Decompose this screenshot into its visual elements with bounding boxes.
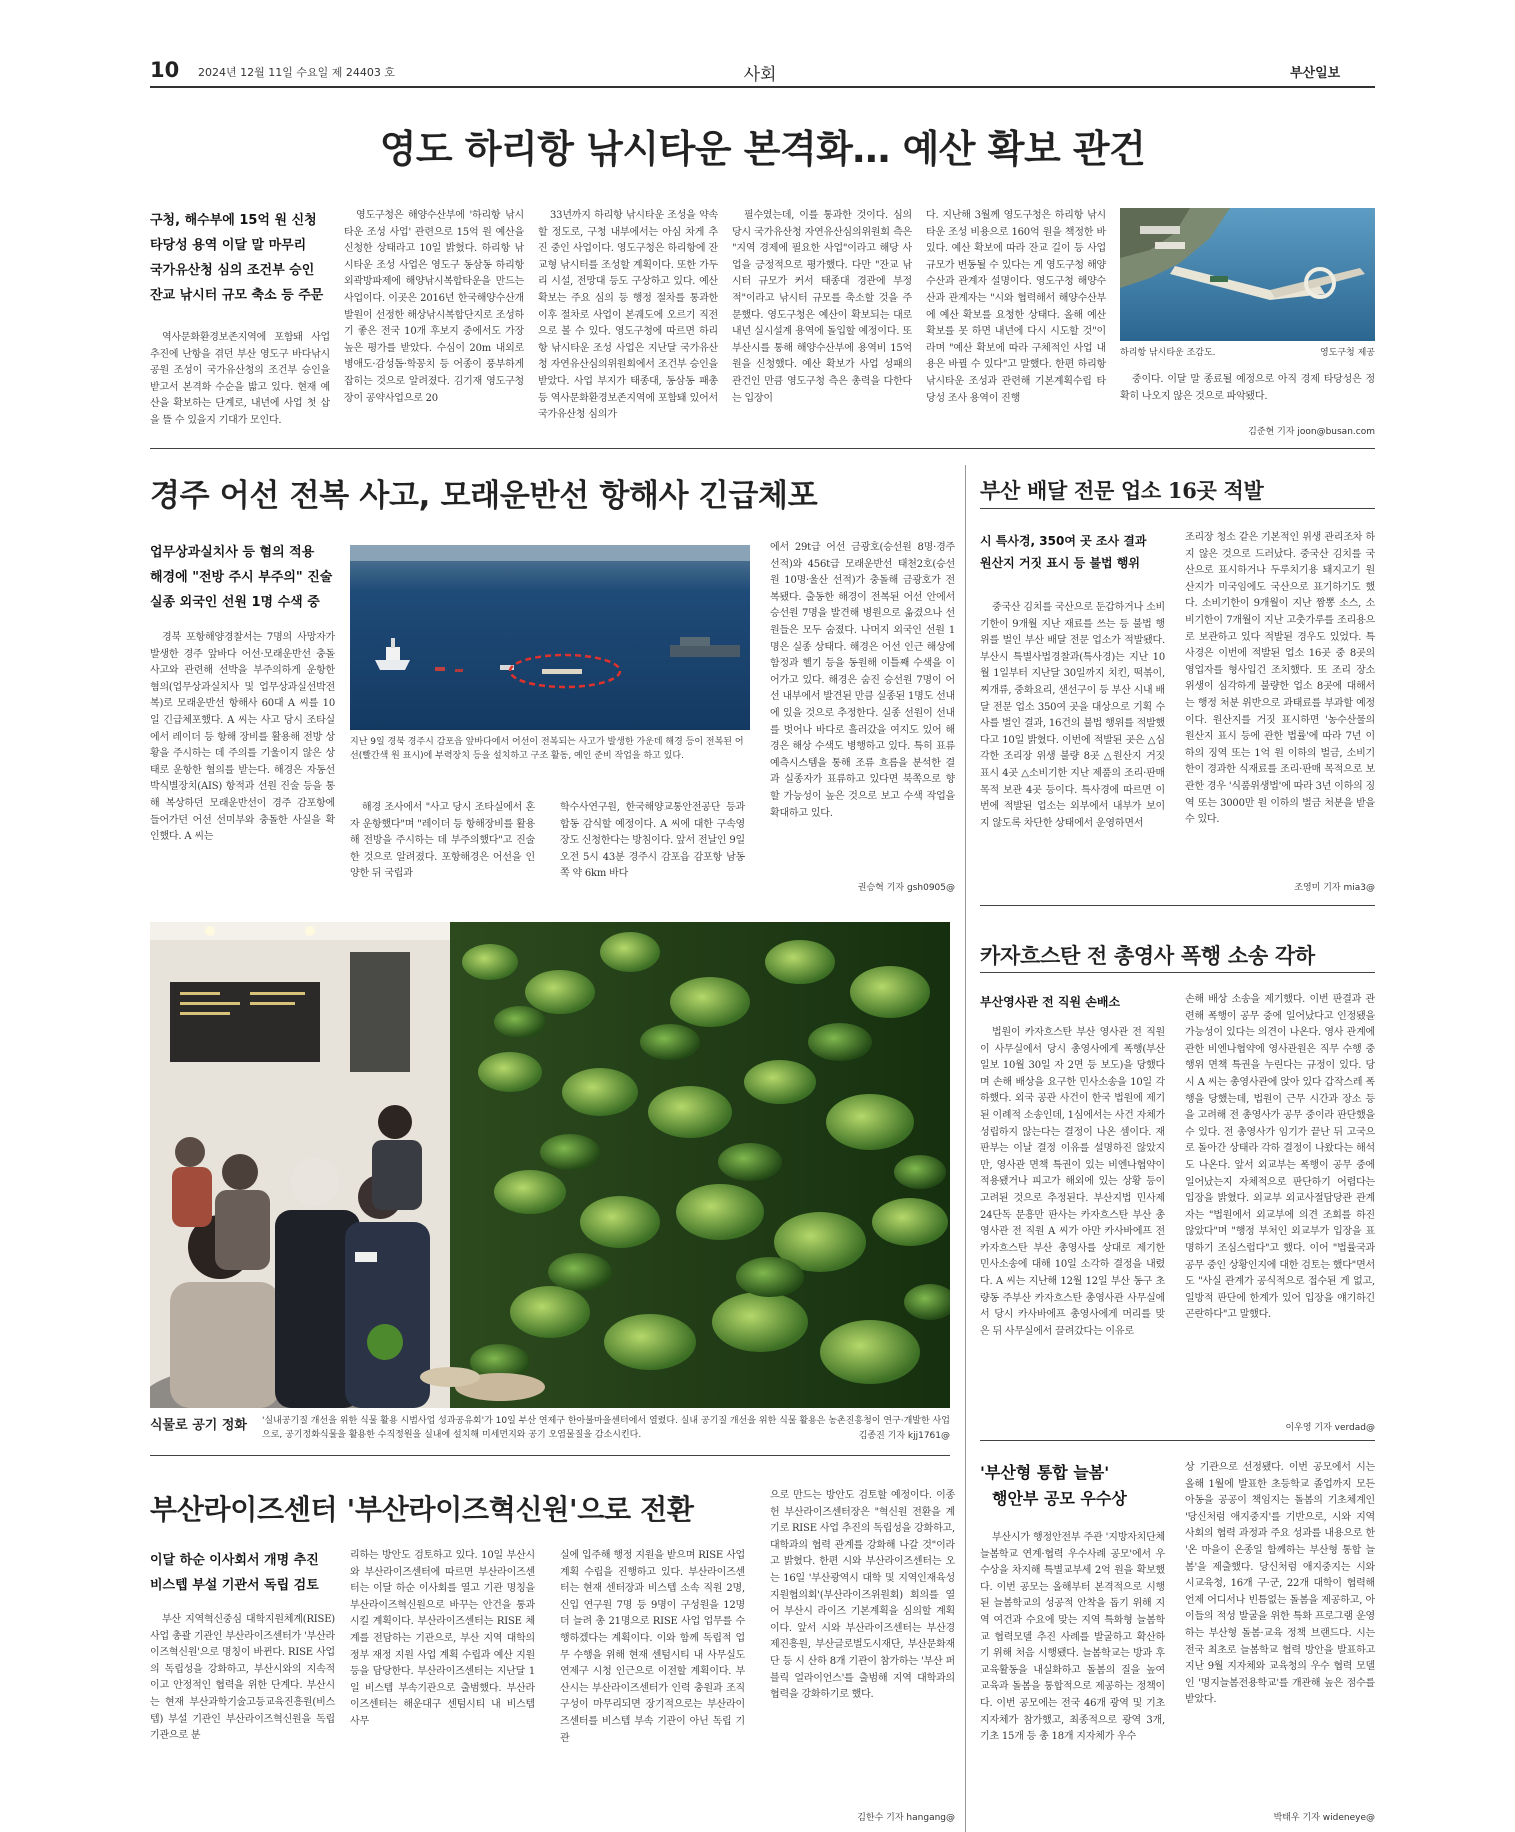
accident-sea-illustration [350, 545, 750, 730]
article1-subheads [150, 208, 325, 308]
article1-subhead: 타당성 용역 이달 말 마무리 [150, 238, 307, 253]
article5-byline: 김한수 기자 hangang@ [857, 1813, 955, 1823]
aerial-photo-credit: 영도구청 제공 [1319, 348, 1375, 358]
section-divider [980, 905, 1375, 906]
article1-body-col6: 중이다. 이달 말 종료될 예정으로 아직 경제 타당성은 정확히 나오지 않은 것으로 파악됐다. [1120, 374, 1375, 402]
article6-headline: '부산형 통합 늘봄' [980, 1463, 1110, 1482]
article5-subhead: 비스텝 부설 기관서 독립 검토 [150, 1578, 319, 1593]
article1-body-col5: 다. 지난해 3월께 영도구청은 하리항 낚시타운 조성 비용으로 160억 원을 책정한 바 있다. 예산 확보에 따라 잔교 길이 등 사업 규모가 변동될 수 있다는 게 영도구청 해양수산과 관계자 설명이다. 영도구청 해양수산과 관계자는 "시와 협력해서 해양수산부에 예산 확보를 요청한 상태다. 올해 예산 확보를 못 하면 내년에 다시 시도할 것"이라며 "예산 확보에 따라 구체적인 사업 내용은 바뀔 수 있다"고 말했다. 한편 하리항 낚시타운 조성과 관련해 기본계획수립 타당성 조사 용역이 진행 [926, 210, 1106, 404]
vertical-garden-photo [150, 922, 950, 1408]
article4-body-col1: 법원이 카자흐스탄 부산 영사관 전 직원이 사무실에서 당시 총영사에게 폭행(부산일보 10월 30일 자 2면 등 보도)을 당했다며 손해 배상을 요구한 민사소송을 10일 각하했다. 외국 공관 사건이 한국 법원에 제기된 이례적 소송인데, 1심에서는 사건 자체가 성립하지 않는다는 결정이 나온 셈이다. 재판부는 이날 결정 이유를 설명하진 않았지만, 영사관 면책 특권이 있는 비엔나협약이 적용됐거나 피고가 해외에 있는 상황 등이 고려된 것으로 추정된다. 부산지법 민사제24단독 문흥만 판사는 카자흐스탄 부산 총영사관 전 직원 A 씨가 아만 카사바에프 전 카자흐스탄 부산 총영사를 상대로 제기한 민사소송에 대해 10일 소각하 결정을 내렸다. A 씨는 지난해 12월 12일 부산 동구 초량동 주부산 카자흐스탄 총영사관 사무실에서 당시 카사바에프 총영사에게 머리를 맞은 뒤 사무실에서 끌려갔다는 이유로 [980, 1027, 1165, 1337]
article1-subhead: 국가유산청 심의 조건부 승인 [150, 263, 315, 278]
accident-photo-caption: 지난 9일 경북 경주시 감포읍 앞바다에서 어선이 전복되는 사고가 발생한 가운데 해경 등이 전복된 어선(빨간색 원 표시)에 부력장치 등을 설치하고 구조 활동, 예인 준비 작업을 하고 있다. [350, 737, 744, 761]
article5-body-col4: 으로 만드는 방안도 검토할 예정이다. 이종헌 부산라이즈센터장은 "혁신원 전환을 계기로 RISE 사업 추진의 독립성을 강화하고, 대학과의 협력 관계를 강화해 나갈 것"이라고 밝혔다. 한편 시와 부산라이즈센터는 오는 16일 '부산광역시 대학 및 지역인재육성지원협의회'(부산라이즈위원회) 회의를 열어 부산시 라이즈 기본계획을 심의할 계획이다. 앞서 시와 부산라이즈센터는 부산경제진흥원, 부산글로벌도시재단, 부산문화재단 등 시 산하 8개 기관이 참가하는 '부산 퍼블릭 얼라이언스'를 출범해 지역 대학과의 협력을 강화하기로 했다. [770, 1490, 955, 1701]
article5-body-col3: 실에 입주해 행정 지원을 받으며 RISE 사업 계획 수립을 진행하고 있다. 부산라이즈센터는 현재 센터장과 비스텝 소속 직원 2명, 신입 연구원 7명 등 9명이 구성원을 12명 더 늘려 총 21명으로 RISE 사업 업무를 수행하겠다는 계획이다. 이와 함께 독립적 업무 수행을 위해 현재 센텀시티 내 사무실도 연제구 시청 인근으로 이전할 계획이다. 부산시는 부산라이즈센터가 인력 충원과 조직 구성이 마무리되면 장기적으로는 부산라이즈센터를 비스텝 부속 기관이 아닌 독립 기관 [560, 1550, 745, 1744]
article1-subhead: 잔교 낚시터 규모 축소 등 주문 [150, 288, 324, 303]
article6-headline2: 행안부 공모 우수상 [992, 1489, 1127, 1508]
column-divider [965, 465, 966, 1832]
article6-byline: 박태우 기자 wideneye@ [1273, 1813, 1375, 1823]
newspaper-brand: 부산일보 [1290, 66, 1341, 81]
article3-subheads [980, 530, 1170, 574]
page-number: 10 [150, 58, 180, 82]
article4-headline: 카자흐스탄 전 총영사 폭행 소송 각하 [980, 943, 1315, 968]
aerial-render-photo [1120, 208, 1375, 341]
article4-body-col2: 손해 배상 소송을 제기했다. 이번 판결과 관련해 폭행이 공무 중에 일어났다고 인정됐을 가능성이 있다는 의견이 나온다. 영사 관계에 관한 비엔나협약에 영사관원은 직무 수행 중 행위 면책 특권을 누린다는 규정이 있다. 당시 A 씨는 총영사관에 앉아 있다 갑작스레 폭행을 당했는데, 법원이 근무 시간과 장소 등을 고려해 전 총영사가 공무 중이라 판단했을 수 있다. 전 총영사가 임기가 끝난 뒤 고국으로 돌아간 상태라 각하 결정이 나왔다는 해석도 나온다. 앞서 외교부는 폭행이 공무 중에 일어났는지 자체적으로 판단하기 어렵다는 입장을 밝혔다. 외교부 외교사절담당관 관계자는 "법원에서 외교부에 의견 조회를 하진 않았다"며 "행정 부처인 외교부가 입장을 표명하기 조심스럽다"고 했다. 이어 "법률국과 공무 중인 상황인지에 대한 검토는 했다"면서도 "사실 관계가 공식적으로 접수된 게 없고, 일방적 판단에 한계가 있어 입장을 얘기하긴 곤란하다"고 말했다. [1185, 994, 1375, 1321]
article3-rule [980, 508, 1375, 509]
article3-headline: 부산 배달 전문 업소 16곳 적발 [980, 478, 1264, 503]
main-photo-credit: 김종진 기자 kjj1761@ [858, 1431, 950, 1441]
article3-subhead: 시 특사경, 350여 곳 조사 결과 [980, 534, 1147, 548]
article1-body-col2: 영도구청은 해양수산부에 '하리항 낚시타운 조성 사업' 관련으로 15억 원 예산을 신청한 상태라고 10일 밝혔다. 하리항 낚시타운 조성 사업은 영도구 동삼동 하리항 외곽방파제에 해양낚시복합타운을 만드는 사업이다. 이곳은 2016년 한국해양수산개발원이 선정한 해상낚시복합단지로 조성하기 좋은 전국 10개 후보지 중에서도 가장 높은 평가를 받았다. 수심이 20m 내외로 병애도·감성돔·학꽁치 등 어종이 풍부하게 잡히는 것으로 알려졌다. 김기재 영도구청장이 공약사업으로 20 [344, 210, 524, 404]
article5-body-col1: 부산 지역혁신중심 대학지원체계(RISE) 사업 총괄 기관인 부산라이즈센터가 '부산라이즈혁신원'으로 명칭이 바뀐다. RISE 사업의 독립성을 강화하고, 부산시와의 지속적이고 안정적인 협력을 위한 단계다. 부산시는 현재 부산과학기술고등교육진흥원(비스텝) 부설 기관인 부산라이즈혁신원을 독립 기관으로 분 [150, 1614, 335, 1742]
main-photo-label: 식물로 공기 정화 [150, 1418, 247, 1433]
article3-byline: 조영미 기자 mia3@ [1294, 883, 1375, 893]
article2-headline: 경주 어선 전복 사고, 모래운반선 항해사 긴급체포 [150, 478, 818, 514]
section-divider [980, 1440, 1375, 1441]
article3-body-col1: 중국산 김치를 국산으로 둔갑하거나 소비기한이 9개월 지난 재료를 쓰는 등 불법 행위를 벌인 부산 배달 전문 업소가 적발됐다. 부산시 특별사법경찰과(특사경)는 지난 10월 1일부터 지난달 30일까지 치킨, 떡볶이, 찌개류, 중화요리, 샌선구이 등 부산 시내 배달 전문 업소 350여 곳을 대상으로 기획 수사를 벌인 결과, 16건의 불법 행위를 적발했다고 10일 밝혔다. 이번에 적발된 곳은 △심각한 조리장 위생 불량 8곳 △원산지 거짓 표시 4곳 △소비기한 지난 제품의 조리·판매 목적 보관 4곳 등이다. 특사경에 따르면 이번에 적발된 업소는 외부에서 내부가 보이지 않도록 차단한 상태에서 운영하면서 [980, 602, 1165, 829]
article2-body-col3: 학수사연구원, 한국해양교통안전공단 등과 합동 감식할 예정이다. A 씨에 대한 구속영장도 신청한다는 방침이다. 앞서 전날인 9일 오전 5시 43분 경주시 감포읍 감포항 남동쪽 약 6km 바다 [560, 802, 745, 880]
article5-subheads [150, 1548, 330, 1598]
article2-body-col2: 해경 조사에서 "사고 당시 조타실에서 혼자 운항했다"며 "레이더 등 항해장비를 활용해 전방을 주시하는 데 부주의했다"고 진술한 것으로 알려졌다. 포항해경은 어선을 인양한 뒤 국립과 [350, 802, 535, 880]
article5-body-col2: 리하는 방안도 검토하고 있다. 10일 부산시와 부산라이즈센터에 따르면 부산라이즈센터는 이달 하순 이사회를 열고 기관 명칭을 부산라이즈혁신원으로 바꾸는 안건을 통과시킬 계획이다. 부산라이즈센터는 RISE 체계를 전담하는 기관으로, 부산 지역 대학의 정부 재정 지원 사업 계획 수립과 예산 지원 등을 담당한다. 부산라이즈센터는 지난달 1일 비스텝 부속기관으로 출범했다. 부산라이즈센터는 해운대구 센텀시티 내 비스텝 사무 [350, 1550, 535, 1727]
main-photo-caption: '실내공기질 개선을 위한 식물 활용 시범사업 성과공유회'가 10일 부산 연제구 한아불마을센터에서 열렸다. 실내 공기질 개선을 위한 식물 활용은 농촌진흥청이 연구·개발한 사업으로, 공기정화식물을 활용한 수직정원을 실내에 설치해 미세먼지와 공기 오염물질을 감소시킨다. [262, 1416, 950, 1440]
vertical-garden-illustration [150, 922, 950, 1408]
article4-subhead: 부산영사관 전 직원 손배소 [980, 995, 1121, 1009]
section-divider [150, 448, 1375, 449]
article1-subhead: 구청, 해수부에 15억 원 신청 [150, 213, 317, 228]
article1-body-col4: 필수였는데, 이를 통과한 것이다. 심의 당시 국가유산청 자연유산심의위원회 측은 "지역 경제에 필요한 사업"이라고 해당 사업을 긍정적으로 평가했다. 다만 "잔교 낚시터 규모가 커서 태종대 경관에 부정적"이라고 낚시터 규모를 축소할 것을 주문했다. 영도구청은 예산이 확보되는 대로 내년 실시설계 용역에 돌입할 예정이다. 또 부산시를 통해 해양수산부에 용역비 15억 원을 신청했다. 예산 확보가 사업 성패의 관건인 만큼 영도구청 측은 총력을 다한다는 입장이 [732, 210, 912, 404]
article2-subhead: 해경에 "전방 주시 부주의" 진술 [150, 570, 333, 585]
article3-body-col2: 조리장 청소 같은 기본적인 위생 관리조차 하지 않은 것으로 드러났다. 중국산 김치를 국산으로 표시하거나 두루치기용 돼지고기 원산지가 미국임에도 국산으로 표기하기도 했다. 소비기한이 9개월이 지난 짬뽕 소스, 소비기한이 7개월이 지난 고춧가루를 조리용으로 보관하고 있다 적발된 경우도 있었다. 특사경은 이번에 적발된 업소 16곳 중 8곳의 영업자를 형사입건 조치했다. 또 조리 장소 위생이 심각하게 불량한 업소 8곳에 대해서는 행정 처분 위반으로 과태료를 부과할 예정이다. 원산지를 거짓 표시하면 '농수산물의 원산지 표시 등에 관한 법률'에 따라 7년 이하의 징역 또는 1억 원 이하의 벌금, 소비기한이 경과한 식재료를 조리·판매 목적으로 보관한 경우 '식품위생법'에 따라 3년 이하의 징역 또는 3000만 원 이하의 벌금 처분을 받을 수 있다. [1185, 532, 1375, 826]
masthead-rule [150, 86, 1375, 88]
article1-body-col1: 역사문화환경보존지역에 포함돼 사업 추진에 난항을 겪던 부산 영도구 바다낚시 공원 조성이 국가유산청의 조건부 승인을 받고서 본격화 수순을 밟고 있다. 현재 예산을 확보하는 단계로, 내년에 사업 첫 삽을 뜰 수 있을지 기대가 모인다. [150, 332, 330, 426]
article1-headline: 영도 하리항 낚시타운 본격화… 예산 확보 관건 [379, 127, 1146, 171]
aerial-photo-caption: 하리항 낚시타운 조감도. [1120, 348, 1216, 358]
article6-body-col1: 부산시가 행정안전부 주관 '지방자치단체 늘봄학교 연계·협력 우수사례 공모'에서 우수상을 차지해 특별교부세 2억 원을 확보했다. 이번 공모는 올해부터 본격적으로 시행된 늘봄학교의 성공적 안착을 돕기 위해 지역 여건과 수요에 맞는 지역 특화형 늘봄학교 협력모델 추진 사례를 발굴하고 확산하기 위해 처음 시행됐다. 늘봄학교는 방과 후 교육활동을 내실화하고 돌봄의 질을 높여 교육과 돌봄을 통합적으로 제공하는 정책이다. 이번 공모에는 전국 46개 광역 및 기초지자체가 참가했고, 최종적으로 광역 3개, 기초 15개 등 총 18개 지자체가 우수 [980, 1532, 1165, 1743]
article2-body-col4: 에서 29t급 어선 금광호(승선원 8명·경주 선적)와 456t급 모래운반선 태천2호(승선원 10명·울산 선적)가 충돌해 금광호가 전복됐다. 출동한 해경이 전복된 어선 안에서 승선원 7명을 발견해 병원으로 옮겼으나 선원들은 모두 숨졌다. 나머지 외국인 선원 1명은 실종 상태다. 해경은 어선 인근 해상에 함정과 헬기 등을 동원해 이틀째 수색을 이어가고 있다. 해경은 숨진 승선원 7명이 어선 내부에서 발견된 만큼 실종된 1명도 선내에 있을 것으로 추정한다. 실종 선원이 선내를 벗어나 바다로 흘러갔을 여지도 있어 해경은 해상 수색도 병행하고 있다. 특히 표류예측시스템을 통해 조류 흐름을 분석한 결과 실종자가 표류하고 있다면 북쪽으로 향할 가능성이 높은 것으로 보고 수색 작업을 확대하고 있다. [770, 542, 955, 819]
article5-subhead: 이달 하순 이사회서 개명 추진 [150, 1553, 319, 1568]
article2-byline: 권승혁 기자 gsh0905@ [857, 883, 955, 893]
article6-body-col2: 상 기관으로 선정됐다. 이번 공모에서 시는 올해 1월에 발표한 초등학교 졸업까지 모든 아동을 공공이 책임지는 돌봄의 기초체계인 '당신처럼 애지중지'를 기반으로, 시와 지역사회의 협력 과정과 주요 성과를 내용으로 한 '온 마을이 온종일 함께하는 부산형 통합 늘봄'을 제출했다. 당신처럼 애지중지는 시와 시교육청, 16개 구·군, 22개 대학이 협력해 언제 어디서나 빈틈없는 돌봄을 제공하고, 아이들의 적성 발굴을 위한 특화 프로그램 운영하는 부산형 돌봄·교육 정책 브랜드다. 시는 전국 최초로 늘봄학교 협력 방안을 발표하고 지난 9월 지자체와 교육청의 우수 협력 모델인 '명지늘봄전용학교'를 개관해 높은 점수를 받았다. [1185, 1462, 1375, 1706]
article3-subhead: 원산지 거짓 표시 등 불법 행위 [980, 556, 1140, 570]
accident-sea-photo [350, 545, 750, 730]
article1-body-col3: 33년까지 하리항 낚시타운 조성을 약속할 정도로, 구청 내부에서는 아심 차게 추진 중인 사업이다. 영도구청은 하리항에 잔교형 낚시터를 조성할 계획이다. 또한 가두리 시설, 전망대 등도 구상하고 있다. 예산 확보는 주요 심의 등 행정 절차를 통과한 이후 절차로 사업이 본궤도에 오르기 직전으로 볼 수 있다. 영도구청에 따르면 하리항 낚시타운 조성 사업은 지난달 국가유산청 자연유산심의위원회에서 조건부 승인을 받았다. 사업 부지가 태종대, 동삼동 패총 등 역사문화환경보존지역에 포함돼 있어서 국가유산청 심의가 [538, 210, 718, 421]
section-name: 사회 [743, 65, 777, 85]
aerial-render-illustration [1120, 208, 1375, 341]
article2-subheads [150, 540, 350, 615]
article5-headline: 부산라이즈센터 '부산라이즈혁신원'으로 전환 [150, 1493, 694, 1526]
article2-subhead: 실종 외국인 선원 1명 수색 중 [150, 595, 320, 610]
article2-subhead: 업무상과실치사 등 혐의 적용 [150, 545, 315, 560]
section-divider [150, 1455, 950, 1456]
article2-body-col1: 경북 포항해양경찰서는 7명의 사망자가 발생한 경주 앞바다 어선·모래운반선 충돌 사고와 관련해 선박을 부주의하게 운항한 혐의(업무상과실치사 및 업무상과실선박전복)로 모래운반선 항해사 60대 A 씨를 10일 긴급체포했다. A 씨는 사고 당시 조타실에서 레이더 등 항해 장비를 활용해 전방 상황을 주시하는 데 주의를 기울이지 않은 상태로 운항한 혐의를 받는다. 해경은 자동선박식별장치(AIS) 항적과 선원 진술 등을 통해 복상하던 모래운반선이 경주 감포항에 들어가던 어선 선미부와 충돌한 사실을 확인했다. A 씨는 [150, 632, 335, 843]
issue-date: 2024년 12월 11일 수요일 제 24403 호 [198, 66, 395, 79]
article4-byline: 이우영 기자 verdad@ [1285, 1423, 1375, 1433]
article6-headlines [980, 1460, 1170, 1512]
article4-rule [980, 972, 1375, 973]
article1-byline: 김준현 기자 joon@busan.com [1248, 427, 1375, 437]
